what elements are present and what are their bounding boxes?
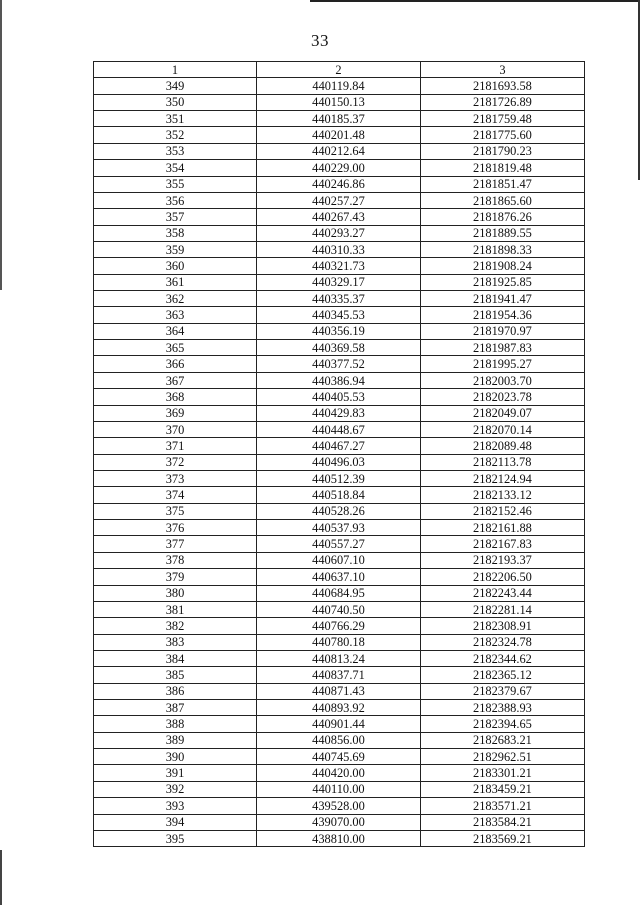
point-number-cell: 374 bbox=[94, 487, 257, 503]
y-coordinate-cell: 2181995.27 bbox=[421, 356, 585, 372]
x-coordinate-cell: 440528.26 bbox=[257, 503, 421, 519]
x-coordinate-cell: 440813.24 bbox=[257, 650, 421, 666]
point-number-cell: 352 bbox=[94, 127, 257, 143]
table-row bbox=[94, 209, 585, 225]
table-row bbox=[94, 94, 585, 110]
table-row bbox=[94, 601, 585, 617]
y-coordinate-cell: 2181726.89 bbox=[421, 94, 585, 110]
y-coordinate-cell: 2182379.67 bbox=[421, 683, 585, 699]
x-coordinate-cell: 440537.93 bbox=[257, 520, 421, 536]
point-number-cell: 359 bbox=[94, 241, 257, 257]
point-number-cell: 390 bbox=[94, 749, 257, 765]
point-number-cell: 391 bbox=[94, 765, 257, 781]
y-coordinate-cell: 2181775.60 bbox=[421, 127, 585, 143]
x-coordinate-cell: 440310.33 bbox=[257, 241, 421, 257]
table-row bbox=[94, 78, 585, 94]
x-coordinate-cell: 440150.13 bbox=[257, 94, 421, 110]
y-coordinate-cell: 2181925.85 bbox=[421, 274, 585, 290]
table-row bbox=[94, 470, 585, 486]
y-coordinate-cell: 2182049.07 bbox=[421, 405, 585, 421]
y-coordinate-cell: 2182243.44 bbox=[421, 585, 585, 601]
column-header-1: 1 bbox=[94, 62, 257, 78]
x-coordinate-cell: 440607.10 bbox=[257, 552, 421, 568]
y-coordinate-cell: 2183569.21 bbox=[421, 830, 585, 846]
point-number-cell: 369 bbox=[94, 405, 257, 421]
table-row bbox=[94, 487, 585, 503]
point-number-cell: 375 bbox=[94, 503, 257, 519]
y-coordinate-cell: 2181693.58 bbox=[421, 78, 585, 94]
point-number-cell: 378 bbox=[94, 552, 257, 568]
x-coordinate-cell: 440780.18 bbox=[257, 634, 421, 650]
x-coordinate-cell: 440293.27 bbox=[257, 225, 421, 241]
y-coordinate-cell: 2182113.78 bbox=[421, 454, 585, 470]
table-row bbox=[94, 225, 585, 241]
point-number-cell: 376 bbox=[94, 520, 257, 536]
table-row bbox=[94, 814, 585, 830]
table-body bbox=[94, 78, 585, 847]
table-row bbox=[94, 274, 585, 290]
x-coordinate-cell: 440377.52 bbox=[257, 356, 421, 372]
table-row bbox=[94, 421, 585, 437]
x-coordinate-cell: 440512.39 bbox=[257, 470, 421, 486]
point-number-cell: 366 bbox=[94, 356, 257, 372]
table-row bbox=[94, 192, 585, 208]
table-row bbox=[94, 291, 585, 307]
point-number-cell: 354 bbox=[94, 160, 257, 176]
x-coordinate-cell: 439070.00 bbox=[257, 814, 421, 830]
y-coordinate-cell: 2182167.83 bbox=[421, 536, 585, 552]
table-row bbox=[94, 781, 585, 797]
x-coordinate-cell: 440356.19 bbox=[257, 323, 421, 339]
x-coordinate-cell: 440745.69 bbox=[257, 749, 421, 765]
point-number-cell: 360 bbox=[94, 258, 257, 274]
table-row bbox=[94, 143, 585, 159]
y-coordinate-cell: 2182365.12 bbox=[421, 667, 585, 683]
point-number-cell: 362 bbox=[94, 291, 257, 307]
x-coordinate-cell: 440496.03 bbox=[257, 454, 421, 470]
table-row bbox=[94, 389, 585, 405]
table-row bbox=[94, 160, 585, 176]
point-number-cell: 385 bbox=[94, 667, 257, 683]
y-coordinate-cell: 2183301.21 bbox=[421, 765, 585, 781]
point-number-cell: 358 bbox=[94, 225, 257, 241]
x-coordinate-cell: 440766.29 bbox=[257, 618, 421, 634]
table-row bbox=[94, 241, 585, 257]
table-row bbox=[94, 765, 585, 781]
y-coordinate-cell: 2181908.24 bbox=[421, 258, 585, 274]
x-coordinate-cell: 438810.00 bbox=[257, 830, 421, 846]
point-number-cell: 371 bbox=[94, 438, 257, 454]
table-row bbox=[94, 127, 585, 143]
x-coordinate-cell: 440837.71 bbox=[257, 667, 421, 683]
x-coordinate-cell: 440369.58 bbox=[257, 340, 421, 356]
table-row bbox=[94, 798, 585, 814]
table-row bbox=[94, 111, 585, 127]
column-header-3: 3 bbox=[421, 62, 585, 78]
table-row bbox=[94, 749, 585, 765]
table-row bbox=[94, 700, 585, 716]
table-row bbox=[94, 438, 585, 454]
table-header-row bbox=[94, 62, 585, 78]
y-coordinate-cell: 2182152.46 bbox=[421, 503, 585, 519]
point-number-cell: 381 bbox=[94, 601, 257, 617]
x-coordinate-cell: 440267.43 bbox=[257, 209, 421, 225]
x-coordinate-cell: 440740.50 bbox=[257, 601, 421, 617]
y-coordinate-cell: 2183584.21 bbox=[421, 814, 585, 830]
point-number-cell: 368 bbox=[94, 389, 257, 405]
point-number-cell: 377 bbox=[94, 536, 257, 552]
point-number-cell: 364 bbox=[94, 323, 257, 339]
x-coordinate-cell: 440557.27 bbox=[257, 536, 421, 552]
x-coordinate-cell: 440201.48 bbox=[257, 127, 421, 143]
y-coordinate-cell: 2183571.21 bbox=[421, 798, 585, 814]
table-row bbox=[94, 520, 585, 536]
y-coordinate-cell: 2181851.47 bbox=[421, 176, 585, 192]
x-coordinate-cell: 440405.53 bbox=[257, 389, 421, 405]
table-row bbox=[94, 258, 585, 274]
point-number-cell: 384 bbox=[94, 650, 257, 666]
x-coordinate-cell: 440448.67 bbox=[257, 421, 421, 437]
y-coordinate-cell: 2181987.83 bbox=[421, 340, 585, 356]
y-coordinate-cell: 2182161.88 bbox=[421, 520, 585, 536]
x-coordinate-cell: 440119.84 bbox=[257, 78, 421, 94]
y-coordinate-cell: 2182308.91 bbox=[421, 618, 585, 634]
point-number-cell: 367 bbox=[94, 372, 257, 388]
point-number-cell: 394 bbox=[94, 814, 257, 830]
x-coordinate-cell: 440229.00 bbox=[257, 160, 421, 176]
x-coordinate-cell: 440856.00 bbox=[257, 732, 421, 748]
y-coordinate-cell: 2182962.51 bbox=[421, 749, 585, 765]
point-number-cell: 363 bbox=[94, 307, 257, 323]
table-row bbox=[94, 503, 585, 519]
table-row bbox=[94, 405, 585, 421]
x-coordinate-cell: 440871.43 bbox=[257, 683, 421, 699]
column-header-2: 2 bbox=[257, 62, 421, 78]
point-number-cell: 351 bbox=[94, 111, 257, 127]
x-coordinate-cell: 440429.83 bbox=[257, 405, 421, 421]
y-coordinate-cell: 2182206.50 bbox=[421, 569, 585, 585]
y-coordinate-cell: 2182394.65 bbox=[421, 716, 585, 732]
point-number-cell: 373 bbox=[94, 470, 257, 486]
point-number-cell: 392 bbox=[94, 781, 257, 797]
point-number-cell: 393 bbox=[94, 798, 257, 814]
table-row bbox=[94, 552, 585, 568]
y-coordinate-cell: 2182133.12 bbox=[421, 487, 585, 503]
point-number-cell: 380 bbox=[94, 585, 257, 601]
table-row bbox=[94, 618, 585, 634]
y-coordinate-cell: 2182344.62 bbox=[421, 650, 585, 666]
y-coordinate-cell: 2182070.14 bbox=[421, 421, 585, 437]
table-row bbox=[94, 716, 585, 732]
y-coordinate-cell: 2182193.37 bbox=[421, 552, 585, 568]
x-coordinate-cell: 440467.27 bbox=[257, 438, 421, 454]
y-coordinate-cell: 2182023.78 bbox=[421, 389, 585, 405]
coordinates-table bbox=[93, 61, 585, 847]
x-coordinate-cell: 440329.17 bbox=[257, 274, 421, 290]
table-row bbox=[94, 732, 585, 748]
table-row bbox=[94, 650, 585, 666]
point-number-cell: 357 bbox=[94, 209, 257, 225]
point-number-cell: 370 bbox=[94, 421, 257, 437]
point-number-cell: 356 bbox=[94, 192, 257, 208]
table-row bbox=[94, 356, 585, 372]
y-coordinate-cell: 2181819.48 bbox=[421, 160, 585, 176]
point-number-cell: 350 bbox=[94, 94, 257, 110]
table-row bbox=[94, 454, 585, 470]
scan-edge-left bbox=[0, 0, 2, 905]
table-row bbox=[94, 667, 585, 683]
y-coordinate-cell: 2181876.26 bbox=[421, 209, 585, 225]
y-coordinate-cell: 2182124.94 bbox=[421, 470, 585, 486]
point-number-cell: 382 bbox=[94, 618, 257, 634]
point-number-cell: 379 bbox=[94, 569, 257, 585]
point-number-cell: 349 bbox=[94, 78, 257, 94]
x-coordinate-cell: 440110.00 bbox=[257, 781, 421, 797]
y-coordinate-cell: 2181759.48 bbox=[421, 111, 585, 127]
x-coordinate-cell: 440246.86 bbox=[257, 176, 421, 192]
y-coordinate-cell: 2182388.93 bbox=[421, 700, 585, 716]
y-coordinate-cell: 2181970.97 bbox=[421, 323, 585, 339]
y-coordinate-cell: 2182089.48 bbox=[421, 438, 585, 454]
point-number-cell: 355 bbox=[94, 176, 257, 192]
x-coordinate-cell: 440212.64 bbox=[257, 143, 421, 159]
x-coordinate-cell: 440345.53 bbox=[257, 307, 421, 323]
table-row bbox=[94, 569, 585, 585]
point-number-cell: 353 bbox=[94, 143, 257, 159]
x-coordinate-cell: 440420.00 bbox=[257, 765, 421, 781]
scan-edge-top bbox=[310, 0, 640, 2]
x-coordinate-cell: 440684.95 bbox=[257, 585, 421, 601]
x-coordinate-cell: 440386.94 bbox=[257, 372, 421, 388]
y-coordinate-cell: 2182281.14 bbox=[421, 601, 585, 617]
y-coordinate-cell: 2182683.21 bbox=[421, 732, 585, 748]
x-coordinate-cell: 440321.73 bbox=[257, 258, 421, 274]
table-row bbox=[94, 307, 585, 323]
x-coordinate-cell: 440901.44 bbox=[257, 716, 421, 732]
point-number-cell: 386 bbox=[94, 683, 257, 699]
y-coordinate-cell: 2181898.33 bbox=[421, 241, 585, 257]
table-row bbox=[94, 340, 585, 356]
y-coordinate-cell: 2181790.23 bbox=[421, 143, 585, 159]
y-coordinate-cell: 2181954.36 bbox=[421, 307, 585, 323]
table-row bbox=[94, 683, 585, 699]
x-coordinate-cell: 440893.92 bbox=[257, 700, 421, 716]
point-number-cell: 395 bbox=[94, 830, 257, 846]
table-row bbox=[94, 830, 585, 846]
table-row bbox=[94, 372, 585, 388]
table-row bbox=[94, 323, 585, 339]
table-row bbox=[94, 634, 585, 650]
point-number-cell: 383 bbox=[94, 634, 257, 650]
x-coordinate-cell: 440518.84 bbox=[257, 487, 421, 503]
x-coordinate-cell: 440335.37 bbox=[257, 291, 421, 307]
y-coordinate-cell: 2181889.55 bbox=[421, 225, 585, 241]
point-number-cell: 361 bbox=[94, 274, 257, 290]
table-row bbox=[94, 536, 585, 552]
x-coordinate-cell: 439528.00 bbox=[257, 798, 421, 814]
point-number-cell: 389 bbox=[94, 732, 257, 748]
y-coordinate-cell: 2182003.70 bbox=[421, 372, 585, 388]
table-row bbox=[94, 585, 585, 601]
x-coordinate-cell: 440637.10 bbox=[257, 569, 421, 585]
y-coordinate-cell: 2181941.47 bbox=[421, 291, 585, 307]
y-coordinate-cell: 2182324.78 bbox=[421, 634, 585, 650]
x-coordinate-cell: 440257.27 bbox=[257, 192, 421, 208]
point-number-cell: 372 bbox=[94, 454, 257, 470]
page-number: 33 bbox=[311, 31, 329, 50]
point-number-cell: 387 bbox=[94, 700, 257, 716]
x-coordinate-cell: 440185.37 bbox=[257, 111, 421, 127]
point-number-cell: 388 bbox=[94, 716, 257, 732]
y-coordinate-cell: 2183459.21 bbox=[421, 781, 585, 797]
y-coordinate-cell: 2181865.60 bbox=[421, 192, 585, 208]
point-number-cell: 365 bbox=[94, 340, 257, 356]
table-row bbox=[94, 176, 585, 192]
